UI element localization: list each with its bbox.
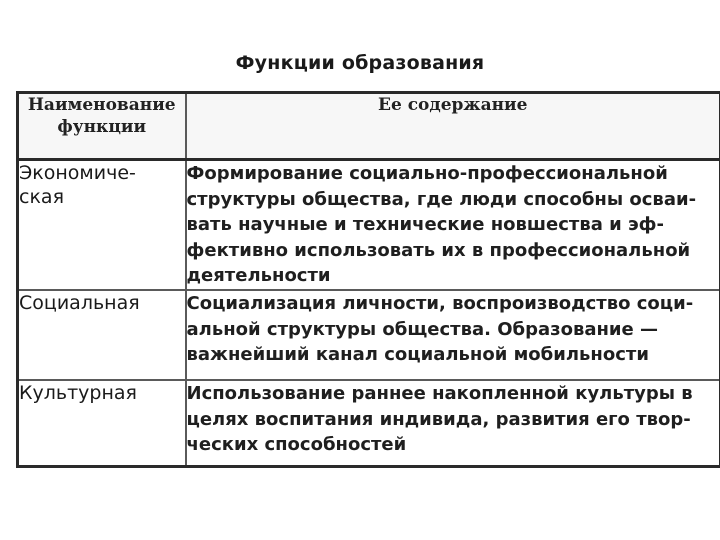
functions-table xyxy=(16,91,720,468)
header-name-line: Наименование xyxy=(27,95,176,115)
content-line: вать научные и технические новшества и эф- xyxy=(186,214,665,235)
content-line: структуры общества, где люди способны осваи- xyxy=(186,188,697,210)
content-line: Социализация личности, воспроизводство соци- xyxy=(186,293,694,314)
function-name-cell xyxy=(18,380,186,467)
table-header-row xyxy=(18,93,720,160)
table-row-social xyxy=(18,290,720,380)
content-line: Использование раннее накопленной культуры в xyxy=(186,383,693,404)
table-row-economic xyxy=(18,160,720,291)
function-name-cell xyxy=(18,160,186,291)
content-line: альной структуры общества. Образование — xyxy=(186,318,658,340)
header-content: Ее содержание xyxy=(186,93,720,160)
function-name-cell xyxy=(18,290,186,380)
function-name-line: Культурная xyxy=(19,382,137,404)
content-line: целях воспитания индивида, развития его твор- xyxy=(186,408,691,430)
header-name-line: функции xyxy=(57,117,147,137)
table-row-cultural xyxy=(18,380,720,467)
page-title: Функции образования xyxy=(235,52,485,74)
function-content-cell xyxy=(186,160,720,291)
function-name-line: Экономиче- xyxy=(19,162,136,184)
header-function-name xyxy=(18,93,186,160)
content-line: фективно использовать их в профессиональной xyxy=(186,239,691,261)
content-line: Формирование социально-профессиональной xyxy=(186,163,668,184)
content-line: ческих способностей xyxy=(186,434,407,455)
function-content-cell xyxy=(186,290,720,380)
content-line: деятельности xyxy=(186,265,331,286)
function-name-line: Социальная xyxy=(19,292,140,314)
function-name-line: ская xyxy=(19,186,64,208)
function-content-cell xyxy=(186,380,720,467)
content-line: важнейший канал социальной мобильности xyxy=(186,344,649,365)
